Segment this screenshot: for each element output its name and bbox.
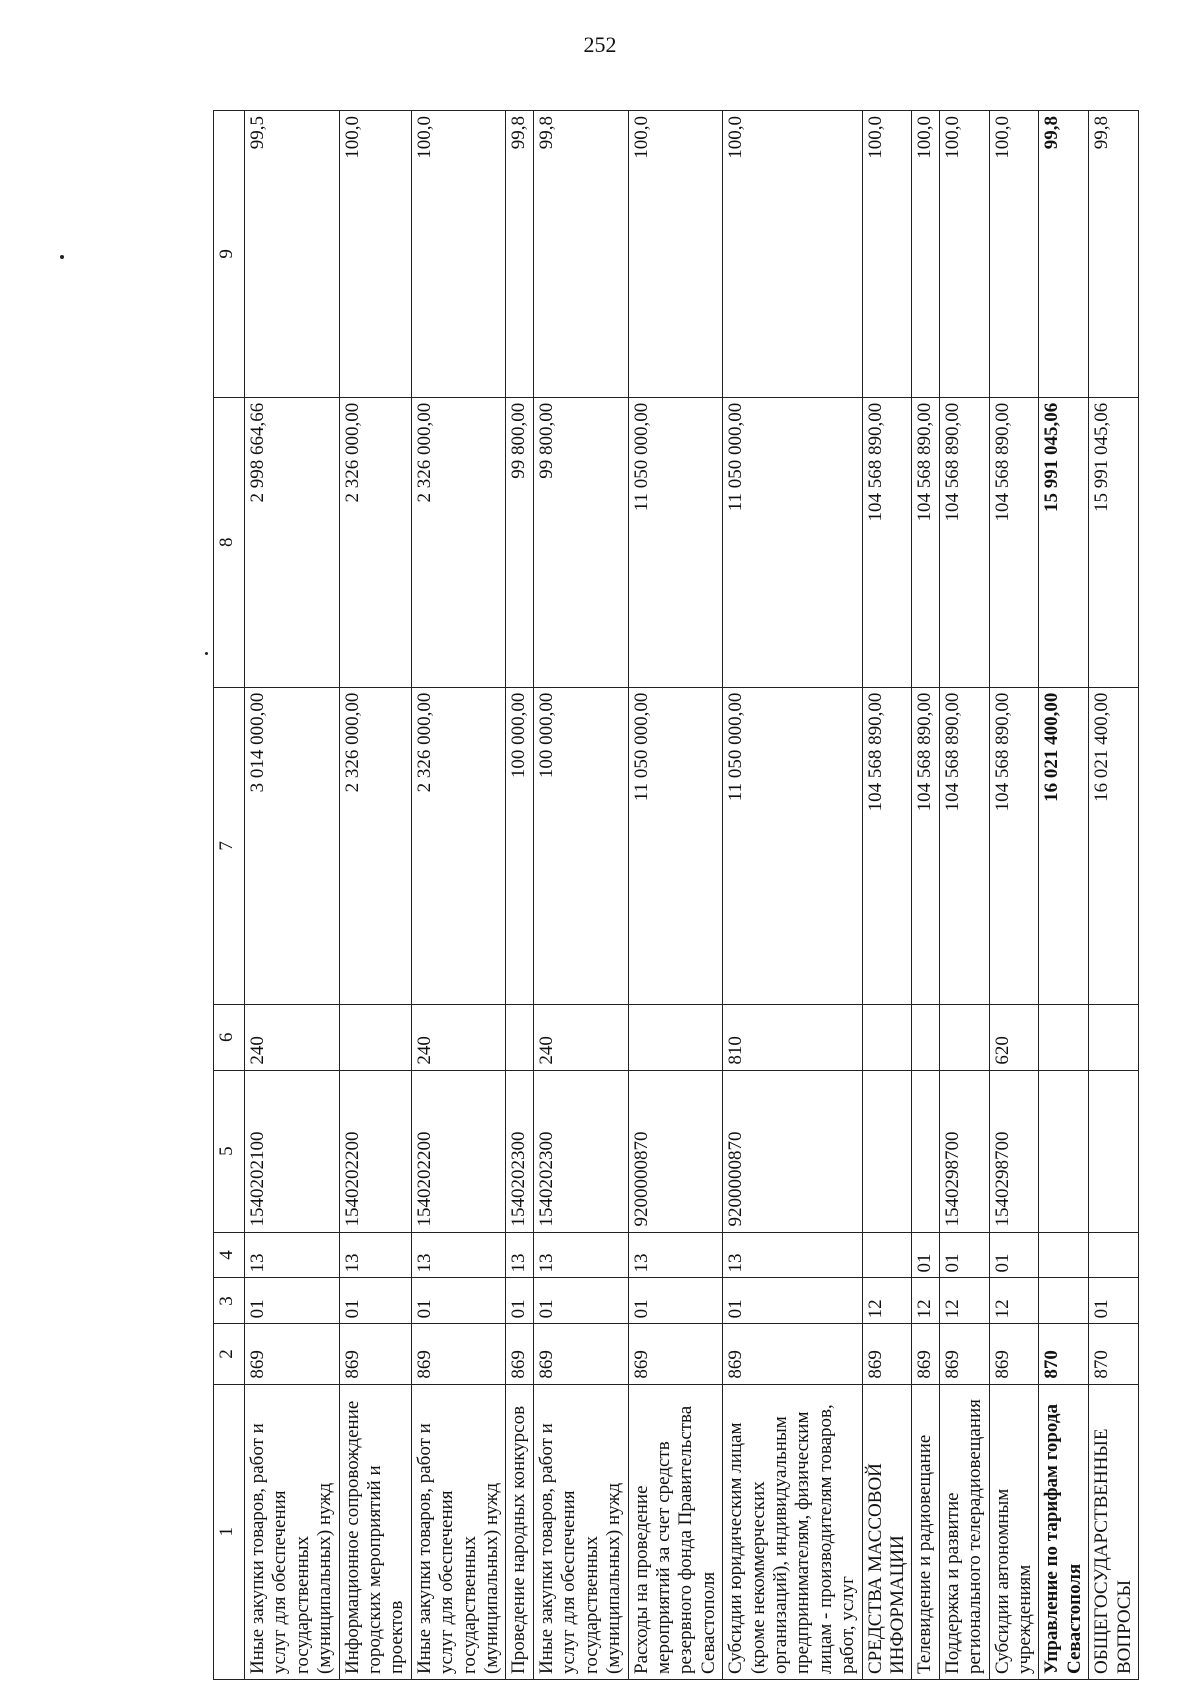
cell-executed-amount: 2 998 664,66: [245, 397, 340, 687]
cell-execution-percent: 99,8: [506, 111, 533, 398]
cell-expense-type: [862, 1004, 912, 1070]
header-col-5: 5: [214, 1070, 245, 1232]
cell-executed-amount: 104 568 890,00: [862, 397, 912, 687]
cell-description: Поддержка и развитие регионального телерадиовещания: [939, 1384, 989, 1679]
cell-expense-type: [628, 1004, 723, 1070]
cell-subsection: 13: [723, 1232, 862, 1278]
cell-execution-percent: 100,0: [989, 111, 1039, 398]
cell-subsection: 13: [339, 1232, 411, 1278]
cell-section: 01: [723, 1278, 862, 1324]
cell-description: Субсидии юридическим лицам (кроме некоммерческих организаций), индивидуальным предпринимателям, физическим лицам - производителям товаров, работ, услуг: [723, 1384, 862, 1679]
table-body: [245, 111, 1139, 1680]
header-col-7: 7: [214, 687, 245, 1004]
cell-execution-percent: 100,0: [628, 111, 723, 398]
cell-executed-amount: 2 326 000,00: [411, 397, 506, 687]
table-row: [912, 111, 939, 1680]
cell-chief-admin-code: 869: [411, 1324, 506, 1384]
cell-planned-amount: 104 568 890,00: [862, 687, 912, 1004]
cell-target-article: 1540298700: [989, 1070, 1039, 1232]
cell-description: ОБЩЕГОСУДАРСТВЕННЫЕ ВОПРОСЫ: [1089, 1384, 1139, 1679]
cell-executed-amount: 2 326 000,00: [339, 397, 411, 687]
header-col-4: 4: [214, 1232, 245, 1278]
cell-section: [1039, 1278, 1089, 1324]
header-col-2: 2: [214, 1324, 245, 1384]
cell-subsection: 13: [533, 1232, 628, 1278]
cell-section: 01: [506, 1278, 533, 1324]
table-row: [723, 111, 862, 1680]
cell-planned-amount: 16 021 400,00: [1039, 687, 1089, 1004]
cell-section: 01: [339, 1278, 411, 1324]
cell-description: Телевидение и радиовещание: [912, 1384, 939, 1679]
cell-expense-type: 620: [989, 1004, 1039, 1070]
page-number: 252: [583, 32, 617, 57]
cell-expense-type: 810: [723, 1004, 862, 1070]
cell-planned-amount: 11 050 000,00: [723, 687, 862, 1004]
cell-executed-amount: 15 991 045,06: [1039, 397, 1089, 687]
scan-speck: [60, 255, 64, 259]
cell-target-article: [1089, 1070, 1139, 1232]
table-row: [862, 111, 912, 1680]
cell-subsection: 01: [939, 1232, 989, 1278]
cell-chief-admin-code: 869: [245, 1324, 340, 1384]
cell-execution-percent: 99,8: [1039, 111, 1089, 398]
cell-section: 01: [411, 1278, 506, 1324]
cell-expense-type: 240: [533, 1004, 628, 1070]
cell-execution-percent: 100,0: [939, 111, 989, 398]
cell-subsection: [1039, 1232, 1089, 1278]
cell-chief-admin-code: 870: [1039, 1324, 1089, 1384]
table-row: [628, 111, 723, 1680]
cell-target-article: 1540202200: [411, 1070, 506, 1232]
budget-table: [213, 110, 1139, 1680]
header-col-3: 3: [214, 1278, 245, 1324]
cell-planned-amount: 2 326 000,00: [339, 687, 411, 1004]
cell-chief-admin-code: 869: [912, 1324, 939, 1384]
cell-subsection: [1089, 1232, 1139, 1278]
cell-execution-percent: 100,0: [723, 111, 862, 398]
cell-subsection: 13: [506, 1232, 533, 1278]
table-row: [533, 111, 628, 1680]
table-row: [339, 111, 411, 1680]
cell-section: 01: [628, 1278, 723, 1324]
cell-subsection: 01: [989, 1232, 1039, 1278]
cell-executed-amount: 104 568 890,00: [912, 397, 939, 687]
cell-planned-amount: 16 021 400,00: [1089, 687, 1139, 1004]
cell-executed-amount: 15 991 045,06: [1089, 397, 1139, 687]
cell-executed-amount: 11 050 000,00: [723, 397, 862, 687]
cell-subsection: 13: [245, 1232, 340, 1278]
cell-planned-amount: 3 014 000,00: [245, 687, 340, 1004]
cell-planned-amount: 104 568 890,00: [912, 687, 939, 1004]
cell-section: 12: [989, 1278, 1039, 1324]
cell-subsection: [862, 1232, 912, 1278]
cell-chief-admin-code: 869: [939, 1324, 989, 1384]
cell-section: 12: [939, 1278, 989, 1324]
cell-target-article: 1540202300: [533, 1070, 628, 1232]
table-row: [411, 111, 506, 1680]
cell-target-article: 1540298700: [939, 1070, 989, 1232]
cell-target-article: [862, 1070, 912, 1232]
cell-execution-percent: 100,0: [411, 111, 506, 398]
cell-executed-amount: 99 800,00: [533, 397, 628, 687]
cell-description: Субсидии автономным учреждениям: [989, 1384, 1039, 1679]
cell-chief-admin-code: 869: [533, 1324, 628, 1384]
table-row: [989, 111, 1039, 1680]
cell-planned-amount: 104 568 890,00: [989, 687, 1039, 1004]
table-row: [245, 111, 340, 1680]
cell-planned-amount: 2 326 000,00: [411, 687, 506, 1004]
table-row: [939, 111, 989, 1680]
cell-execution-percent: 100,0: [912, 111, 939, 398]
cell-description: Информационное сопровождение городских мероприятий и проектов: [339, 1384, 411, 1679]
cell-planned-amount: 100 000,00: [506, 687, 533, 1004]
cell-target-article: 1540202300: [506, 1070, 533, 1232]
cell-target-article: [912, 1070, 939, 1232]
header-col-6: 6: [214, 1004, 245, 1070]
cell-description: Управление по тарифам города Севастополя: [1039, 1384, 1089, 1679]
cell-execution-percent: 100,0: [862, 111, 912, 398]
cell-expense-type: [506, 1004, 533, 1070]
table-row: [1089, 111, 1139, 1680]
rotated-table-wrapper: [213, 110, 1135, 1680]
cell-description: Расходы на проведение мероприятий за счет средств резервного фонда Правительства Севастополя: [628, 1384, 723, 1679]
cell-execution-percent: 99,8: [1089, 111, 1139, 398]
cell-expense-type: [1039, 1004, 1089, 1070]
cell-target-article: 9200000870: [628, 1070, 723, 1232]
cell-executed-amount: 11 050 000,00: [628, 397, 723, 687]
cell-section: 01: [1089, 1278, 1139, 1324]
cell-description: Проведение народных конкурсов: [506, 1384, 533, 1679]
cell-subsection: 13: [628, 1232, 723, 1278]
cell-chief-admin-code: 869: [339, 1324, 411, 1384]
cell-planned-amount: 100 000,00: [533, 687, 628, 1004]
cell-section: 12: [912, 1278, 939, 1324]
cell-subsection: 13: [411, 1232, 506, 1278]
cell-execution-percent: 100,0: [339, 111, 411, 398]
header-col-8: 8: [214, 397, 245, 687]
cell-chief-admin-code: 869: [723, 1324, 862, 1384]
cell-executed-amount: 104 568 890,00: [989, 397, 1039, 687]
cell-description: Иные закупки товаров, работ и услуг для обеспечения государственных (муниципальных) нужд: [533, 1384, 628, 1679]
cell-planned-amount: 104 568 890,00: [939, 687, 989, 1004]
cell-executed-amount: 104 568 890,00: [939, 397, 989, 687]
header-row: [214, 111, 245, 1680]
cell-chief-admin-code: 869: [506, 1324, 533, 1384]
cell-chief-admin-code: 869: [628, 1324, 723, 1384]
cell-expense-type: 240: [411, 1004, 506, 1070]
cell-section: 01: [245, 1278, 340, 1324]
cell-target-article: [1039, 1070, 1089, 1232]
table-row: [506, 111, 533, 1680]
cell-planned-amount: 11 050 000,00: [628, 687, 723, 1004]
cell-execution-percent: 99,5: [245, 111, 340, 398]
cell-target-article: 1540202200: [339, 1070, 411, 1232]
header-col-9: 9: [214, 111, 245, 398]
cell-description: Иные закупки товаров, работ и услуг для обеспечения государственных (муниципальных) нужд: [245, 1384, 340, 1679]
cell-section: 12: [862, 1278, 912, 1324]
cell-executed-amount: 99 800,00: [506, 397, 533, 687]
table-row: [1039, 111, 1089, 1680]
cell-description: СРЕДСТВА МАССОВОЙ ИНФОРМАЦИИ: [862, 1384, 912, 1679]
cell-chief-admin-code: 869: [989, 1324, 1039, 1384]
cell-target-article: 9200000870: [723, 1070, 862, 1232]
cell-expense-type: [339, 1004, 411, 1070]
cell-chief-admin-code: 870: [1089, 1324, 1139, 1384]
scan-speck: [205, 652, 208, 655]
cell-description: Иные закупки товаров, работ и услуг для обеспечения государственных (муниципальных) нужд: [411, 1384, 506, 1679]
cell-target-article: 1540202100: [245, 1070, 340, 1232]
cell-expense-type: [939, 1004, 989, 1070]
cell-execution-percent: 99,8: [533, 111, 628, 398]
cell-section: 01: [533, 1278, 628, 1324]
cell-expense-type: [912, 1004, 939, 1070]
cell-subsection: 01: [912, 1232, 939, 1278]
header-col-1: 1: [214, 1384, 245, 1679]
cell-expense-type: 240: [245, 1004, 340, 1070]
cell-chief-admin-code: 869: [862, 1324, 912, 1384]
cell-expense-type: [1089, 1004, 1139, 1070]
